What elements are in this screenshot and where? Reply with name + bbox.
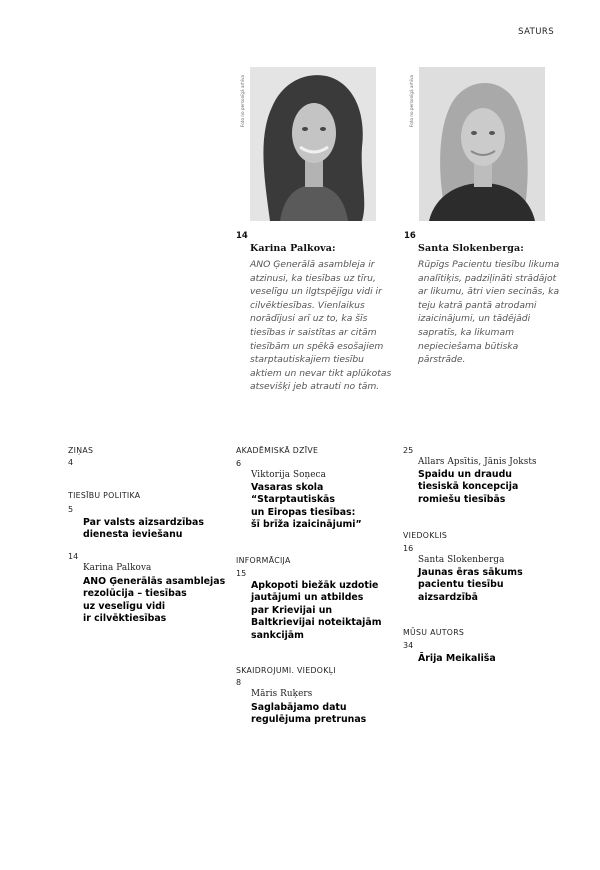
toc-page-number: 16 (403, 544, 414, 553)
toc-page-number: 5 (68, 505, 74, 514)
feature-page-number: 14 (236, 231, 248, 241)
section-label: SATURS (518, 27, 554, 37)
toc-article-title[interactable]: Saglabājamo datu regulējuma pretrunas (251, 702, 367, 726)
toc-article-title[interactable]: Par valsts aizsardzības dienesta ieviešanu (83, 517, 204, 541)
portrait-photo-santa-slokenberga (419, 67, 545, 221)
toc-section-label: SKAIDROJUMI. VIEDOKĻI (236, 666, 336, 675)
toc-article-title[interactable]: Jaunas ēras sākums pacientu tiesību aizsardzībā (418, 567, 523, 603)
toc-author: Viktorija Soņeca (251, 470, 326, 480)
toc-author: Karina Palkova (83, 563, 152, 573)
feature-person-name: Santa Slokenberga: (418, 243, 524, 254)
toc-page-number: 6 (236, 459, 242, 468)
toc-article-title[interactable]: ANO Ģenerālās asamblejas rezolūcija – tiesības uz veselīgu vidi ir cilvēktiesības (83, 576, 226, 625)
toc-page-number: 4 (68, 458, 74, 467)
toc-section-label: TIESĪBU POLITIKA (68, 491, 141, 500)
toc-author: Santa Slokenberga (418, 555, 505, 565)
feature-page-number: 16 (404, 231, 416, 241)
toc-page-number: 14 (68, 552, 79, 561)
toc-section-label: MŪSU AUTORS (403, 628, 465, 637)
portrait-photo-karina-palkova (250, 67, 376, 221)
toc-page-number: 15 (236, 569, 247, 578)
toc-article-title[interactable]: Apkopoti biežāk uzdotie jautājumi un atbildes par Krievijai un Baltkrievijai noteiktajām sankcijām (251, 580, 382, 641)
toc-section-label: INFORMĀCIJA (236, 556, 291, 565)
feature-quote: ANO Ģenerālā asambleja ir atzinusi, ka tiesības uz tīru, veselīgu un ilgtspējīgu vidi ir cilvēktiesības. Vienlaikus norādījusi arī uz to, ka šīs tiesības ir saistītas ar citām tiesībām un spēkā esošajiem starptautiskajiem tiesību aktiem un nevar tikt aplūkotas atsevišķi jeb atrauti no tām. (250, 259, 392, 393)
toc-page-number: 25 (403, 446, 414, 455)
feature-quote: Rūpīgs Pacientu tiesību likuma analītiķis, padziļināti strādājot ar likumu, ātri vien secinās, ka teju katrā pantā atrodami izaicinājumi, un tādējādi sapratīs, ka likumam nepieciešama būtiska pārstrāde. (418, 259, 560, 366)
toc-article-title[interactable]: Vasaras skola “Starptautiskās un Eiropas tiesības: šī brīža izaicinājumi” (251, 482, 362, 531)
toc-page-number: 8 (236, 678, 242, 687)
toc-section-label: AKADĒMISKĀ DZĪVE (236, 446, 319, 455)
toc-article-title[interactable]: Ārija Meikališa (418, 653, 496, 664)
toc-section-label: VIEDOKLIS (403, 531, 448, 540)
toc-author: Allars Apsītis, Jānis Joksts (418, 457, 537, 467)
toc-article-title[interactable]: Spaidu un draudu tiesiskā koncepcija romiešu tiesībās (418, 469, 519, 505)
feature-person-name: Karina Palkova: (250, 243, 336, 254)
photo-credit: Foto no personīgā arhīva (240, 74, 245, 127)
toc-section-label: ZIŅAS (68, 446, 94, 455)
toc-page-number: 34 (403, 641, 414, 650)
toc-author: Māris Ruķers (251, 689, 313, 699)
photo-credit: Foto no personīgā arhīva (409, 74, 414, 127)
